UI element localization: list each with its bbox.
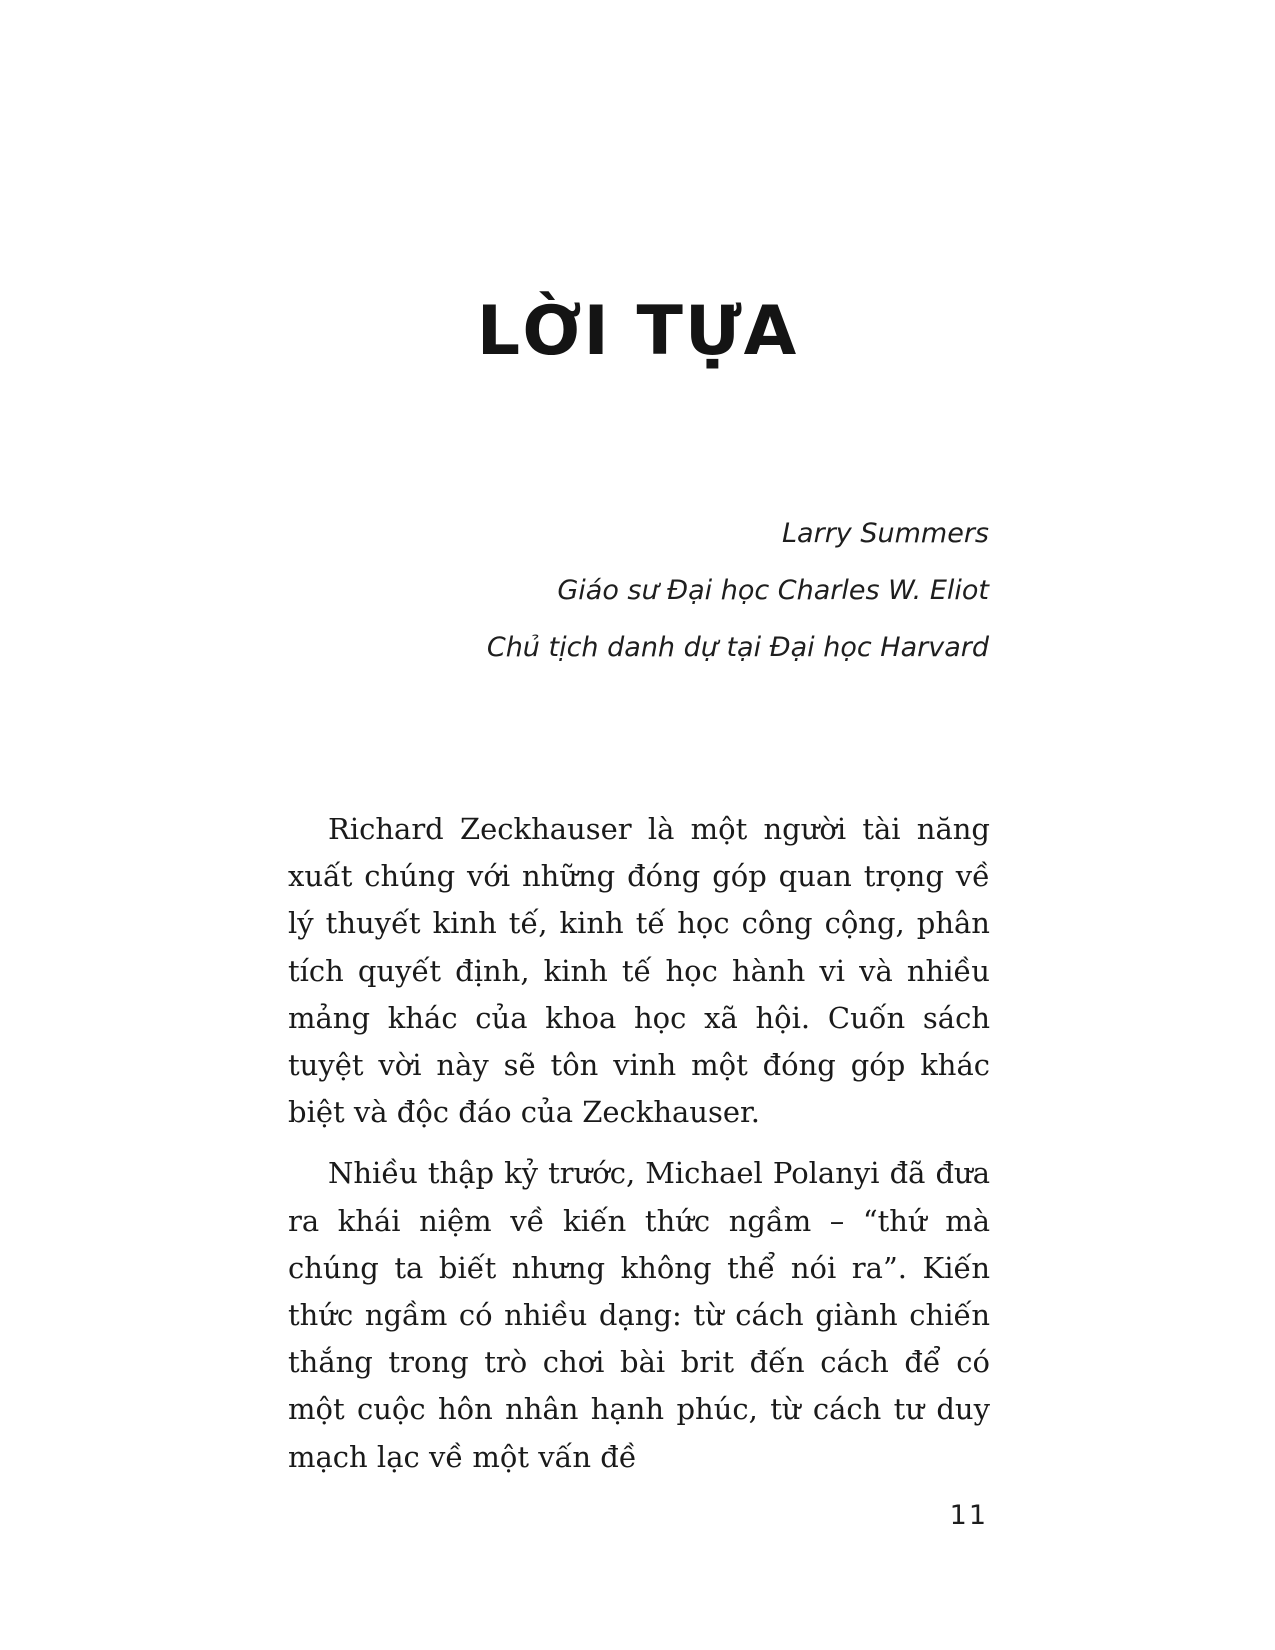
page-title: LỜI TỰA xyxy=(476,292,799,371)
author-role: Giáo sư Đại học Charles W. Eliot xyxy=(557,575,989,606)
author-name: Larry Summers xyxy=(782,518,989,549)
body-text xyxy=(288,806,990,1495)
attribution-block xyxy=(487,505,989,676)
paragraph: Nhiều thập kỷ trước, Michael Polanyi đã đưa ra khái niệm về kiến thức ngầm – “thứ mà chúng ta biết nhưng không thể nói ra”. Kiến thức ngầm có nhiều dạng: từ cách giành chiến thắng trong trò chơi bài brit đến cách để có một cuộc hôn nhân hạnh phúc, từ cách tư duy mạch lạc về một vấn đề xyxy=(288,1156,990,1474)
author-position: Chủ tịch danh dự tại Đại học Harvard xyxy=(486,632,989,663)
paragraph: Richard Zeckhauser là một người tài năng xuất chúng với những đóng góp quan trọng về lý thuyết kinh tế, kinh tế học công cộng, phân tích quyết định, kinh tế học hành vi và nhiều mảng khác của khoa học xã hội. Cuốn sách tuyệt vời này sẽ tôn vinh một đóng góp khác biệt và độc đáo của Zeckhauser. xyxy=(288,812,990,1130)
page-number: 11 xyxy=(949,1500,988,1531)
